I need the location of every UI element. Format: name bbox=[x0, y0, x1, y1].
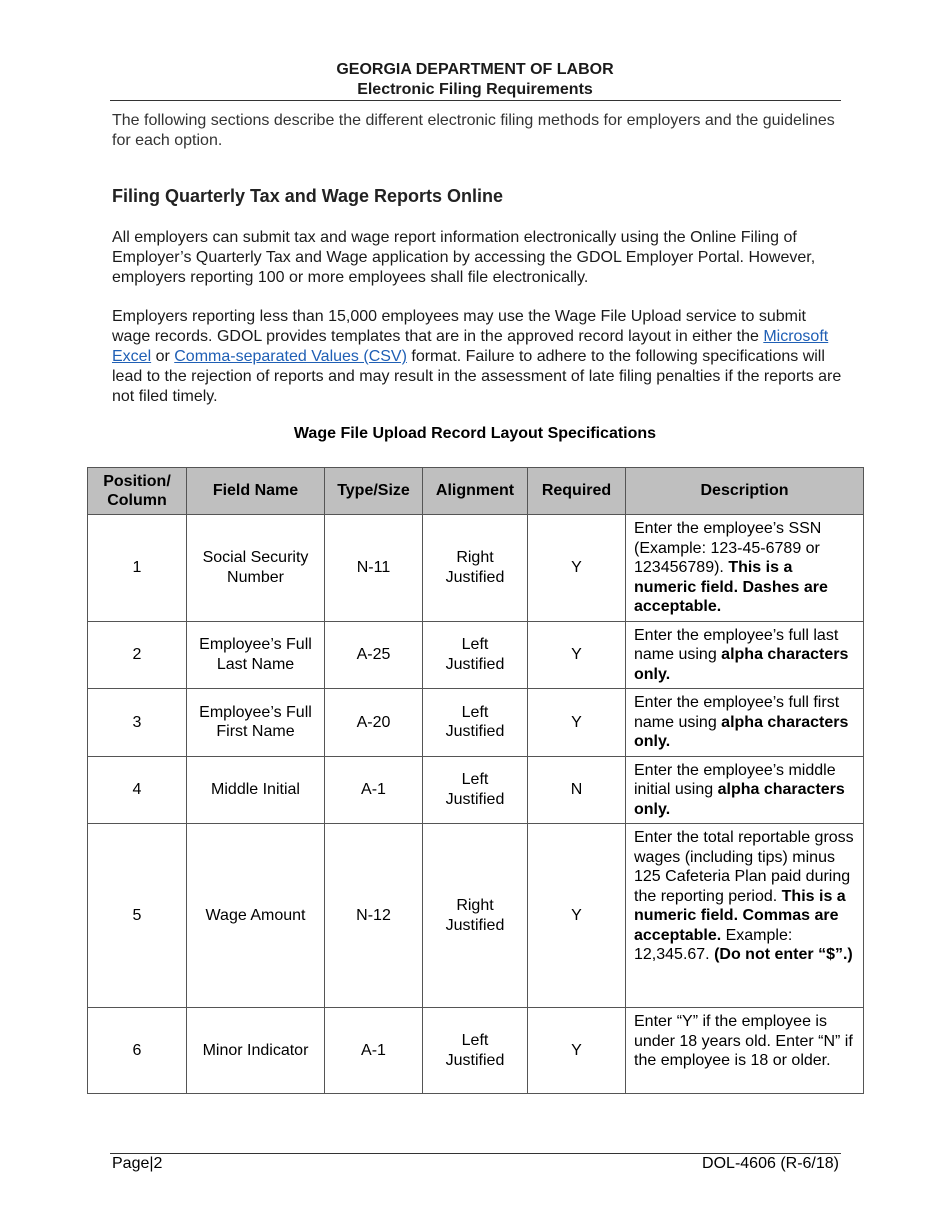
cell-description bbox=[626, 515, 864, 622]
section-heading: Filing Quarterly Tax and Wage Reports Online bbox=[112, 186, 504, 206]
desc-text: Enter the employee’s SSN (Example: 123-45-6789 or 123456789). bbox=[634, 520, 822, 576]
cell-type-size: N-12 bbox=[325, 824, 423, 1008]
desc-text: Enter the employee’s full first name using bbox=[634, 694, 840, 731]
desc-text-example: Example: 12,345.67. bbox=[634, 926, 793, 963]
csv-link[interactable]: Comma-separated Values (CSV) bbox=[174, 348, 407, 365]
cell-position: 3 bbox=[88, 689, 187, 757]
cell-description bbox=[626, 824, 864, 1008]
cell-field-name: Social Security Number bbox=[187, 515, 325, 622]
desc-emphasis: alpha characters only. bbox=[634, 713, 849, 750]
table-row bbox=[88, 756, 864, 824]
p2-text-or: or bbox=[151, 348, 175, 365]
cell-type-size: A-25 bbox=[325, 621, 423, 689]
footer-divider bbox=[110, 1153, 841, 1154]
header-type-size: Type/Size bbox=[325, 468, 423, 515]
cell-required: Y bbox=[528, 621, 626, 689]
desc-text: Enter the employee’s full last name using bbox=[634, 626, 839, 663]
cell-required: N bbox=[528, 756, 626, 824]
desc-emphasis: This is a numeric field. Commas are acceptable. bbox=[634, 887, 846, 944]
cell-alignment: Left Justified bbox=[423, 1008, 528, 1094]
cell-description bbox=[626, 621, 864, 689]
cell-type-size: A-1 bbox=[325, 756, 423, 824]
cell-description bbox=[626, 689, 864, 757]
record-layout-table bbox=[87, 467, 864, 1094]
cell-description bbox=[626, 1008, 864, 1094]
cell-alignment: Left Justified bbox=[423, 621, 528, 689]
cell-description bbox=[626, 756, 864, 824]
cell-type-size: N-11 bbox=[325, 515, 423, 622]
desc-emphasis-currency: (Do not enter “$”.) bbox=[714, 946, 853, 963]
header-description: Description bbox=[626, 468, 864, 515]
cell-type-size: A-1 bbox=[325, 1008, 423, 1094]
cell-type-size: A-20 bbox=[325, 689, 423, 757]
table-row bbox=[88, 1008, 864, 1094]
cell-field-name: Wage Amount bbox=[187, 824, 325, 1008]
table-title: Wage File Upload Record Layout Specifications bbox=[293, 425, 657, 442]
cell-field-name: Employee’s Full First Name bbox=[187, 689, 325, 757]
cell-alignment: Left Justified bbox=[423, 689, 528, 757]
page-number: Page|2 bbox=[112, 1155, 163, 1172]
cell-position: 1 bbox=[88, 515, 187, 622]
table-row bbox=[88, 689, 864, 757]
header-field-name: Field Name bbox=[187, 468, 325, 515]
document-subtitle: Electronic Filing Requirements bbox=[357, 81, 593, 98]
header-alignment: Alignment bbox=[423, 468, 528, 515]
table-row bbox=[88, 515, 864, 622]
desc-text: Enter the employee’s middle initial using bbox=[634, 761, 836, 798]
desc-text: Enter the total reportable gross wages (including tips) minus 125 Cafeteria Plan paid during the reporting period. bbox=[634, 829, 854, 905]
cell-position: 5 bbox=[88, 824, 187, 1008]
desc-emphasis: alpha characters only. bbox=[634, 646, 849, 683]
table-header-row bbox=[88, 468, 864, 515]
p2-text-before: Employers reporting less than 15,000 employees may use the Wage File Upload service to submit wage records. GDOL provides templates that are in the approved record layout in either the bbox=[112, 308, 806, 345]
cell-field-name: Employee’s Full Last Name bbox=[187, 621, 325, 689]
desc-emphasis: alpha characters only. bbox=[634, 781, 845, 818]
table-row bbox=[88, 621, 864, 689]
header-required: Required bbox=[528, 468, 626, 515]
cell-required: Y bbox=[528, 689, 626, 757]
cell-required: Y bbox=[528, 515, 626, 622]
wage-upload-paragraph bbox=[112, 307, 842, 407]
page-header bbox=[110, 60, 840, 100]
form-number: DOL-4606 (R-6/18) bbox=[702, 1155, 839, 1172]
microsoft-excel-link[interactable]: Microsoft Excel bbox=[112, 328, 829, 365]
cell-field-name: Minor Indicator bbox=[187, 1008, 325, 1094]
desc-emphasis: This is a numeric field. Dashes are acceptable. bbox=[634, 559, 828, 615]
intro-paragraph: The following sections describe the different electronic filing methods for employers and the guidelines for each option. bbox=[112, 112, 835, 149]
header-position: Position/ Column bbox=[88, 468, 187, 515]
cell-position: 6 bbox=[88, 1008, 187, 1094]
cell-required: Y bbox=[528, 1008, 626, 1094]
p2-text-after: format. Failure to adhere to the following specifications will lead to the rejection of reports and may result in the assessment of late filing penalties if the reports are not filed timely. bbox=[112, 348, 842, 405]
cell-required: Y bbox=[528, 824, 626, 1008]
cell-field-name: Middle Initial bbox=[187, 756, 325, 824]
header-divider bbox=[110, 100, 841, 101]
online-filing-paragraph: All employers can submit tax and wage report information electronically using the Online Filing of Employer’s Quarterly Tax and Wage application by accessing the GDOL Employer Portal. However, employers reporting 100 or more employees shall file electronically. bbox=[112, 229, 816, 286]
table-row bbox=[88, 824, 864, 1008]
desc-text: Enter “Y” if the employee is under 18 years old. Enter “N” if the employee is 18 or older. bbox=[634, 1013, 853, 1069]
cell-position: 2 bbox=[88, 621, 187, 689]
org-name: GEORGIA DEPARTMENT OF LABOR bbox=[336, 61, 614, 78]
cell-position: 4 bbox=[88, 756, 187, 824]
cell-alignment: Right Justified bbox=[423, 824, 528, 1008]
cell-alignment: Left Justified bbox=[423, 756, 528, 824]
cell-alignment: Right Justified bbox=[423, 515, 528, 622]
